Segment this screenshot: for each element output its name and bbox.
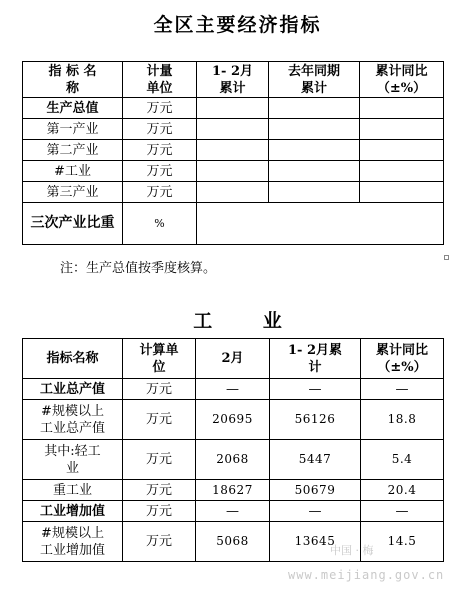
row-name: #规模以上 工业总产值 [23, 400, 123, 440]
cell-feb: 18627 [196, 480, 270, 501]
row-name: #规模以上 工业增加值 [23, 522, 123, 562]
cell-empty [360, 182, 444, 203]
cell-cumulative: 5447 [270, 440, 361, 480]
cell-feb: 5068 [196, 522, 270, 562]
table-row [23, 522, 444, 562]
cell-yoy: 14.5 [361, 522, 444, 562]
row-unit: 万元 [123, 480, 196, 501]
cell-empty [269, 140, 360, 161]
table-resize-handle [444, 255, 449, 260]
table-row [23, 182, 444, 203]
cell-cumulative: 56126 [270, 400, 361, 440]
row-name: 第二产业 [23, 140, 123, 161]
row-unit: 万元 [123, 161, 197, 182]
cell-yoy: 5.4 [361, 440, 444, 480]
row-unit: 万元 [123, 182, 197, 203]
row-name: 重工业 [23, 480, 123, 501]
row-unit: 万元 [123, 140, 197, 161]
table-row [23, 379, 444, 400]
table-row [23, 480, 444, 501]
cell-cumulative: — [270, 501, 361, 522]
row-unit: 万元 [123, 98, 197, 119]
cell-empty [269, 161, 360, 182]
table-row [23, 140, 444, 161]
cell-empty [269, 98, 360, 119]
table-row [23, 161, 444, 182]
row-unit: 万元 [123, 400, 196, 440]
table-row [23, 119, 444, 140]
economic-indicators-table [22, 61, 444, 245]
cell-cumulative: — [270, 379, 361, 400]
section1-title: 全区主要经济指标 [153, 14, 322, 36]
cell-feb: — [196, 379, 270, 400]
table-row [23, 400, 444, 440]
cell-yoy: 20.4 [361, 480, 444, 501]
row-unit: 万元 [123, 119, 197, 140]
row-unit: 万元 [123, 522, 196, 562]
header-feb: 2月 [196, 339, 270, 379]
table-row [23, 440, 444, 480]
watermark-text: 中国 · 梅 [330, 544, 374, 557]
cell-empty [360, 140, 444, 161]
cell-yoy: — [361, 501, 444, 522]
header-yoy: 累计同比 （±%） [360, 62, 444, 98]
cell-empty [197, 140, 269, 161]
cell-yoy: — [361, 379, 444, 400]
header-indicator: 指标名称 [23, 339, 123, 379]
cell-empty [197, 203, 444, 245]
table-header-row [23, 62, 444, 98]
cell-empty [197, 161, 269, 182]
header-cumulative: 1- 2月累 计 [270, 339, 361, 379]
header-cumulative: 1- 2月 累计 [197, 62, 269, 98]
footnote: 注：生产总值按季度核算。 [60, 261, 217, 276]
table-header-row [23, 339, 444, 379]
industry-table [22, 338, 444, 562]
row-name: 第三产业 [23, 182, 123, 203]
header-last-year: 去年同期 累计 [269, 62, 360, 98]
cell-cumulative: 50679 [270, 480, 361, 501]
row-unit: 万元 [123, 440, 196, 480]
cell-empty [197, 182, 269, 203]
row-name: #工业 [23, 161, 123, 182]
row-name: 三次产业比重 [23, 203, 123, 245]
row-unit: % [123, 203, 197, 245]
cell-feb: — [196, 501, 270, 522]
table-row [23, 501, 444, 522]
table-row [23, 98, 444, 119]
row-unit: 万元 [123, 501, 196, 522]
cell-feb: 20695 [196, 400, 270, 440]
section2-title: 工 业 [193, 310, 304, 332]
cell-empty [360, 119, 444, 140]
cell-empty [360, 98, 444, 119]
header-yoy: 累计同比 （±%） [361, 339, 444, 379]
row-name: 工业增加值 [23, 501, 123, 522]
cell-feb: 2068 [196, 440, 270, 480]
cell-yoy: 18.8 [361, 400, 444, 440]
header-unit: 计算单 位 [123, 339, 196, 379]
cell-empty [269, 182, 360, 203]
cell-empty [197, 98, 269, 119]
cell-empty [269, 119, 360, 140]
row-name: 第一产业 [23, 119, 123, 140]
row-unit: 万元 [123, 379, 196, 400]
cell-empty [197, 119, 269, 140]
row-name: 生产总值 [23, 98, 123, 119]
row-name: 其中:轻工 业 [23, 440, 123, 480]
row-name: 工业总产值 [23, 379, 123, 400]
cell-cumulative: 13645 [270, 522, 361, 562]
cell-empty [360, 161, 444, 182]
header-indicator: 指 标 名 称 [23, 62, 123, 98]
header-unit: 计量 单位 [123, 62, 197, 98]
watermark-url: www.meijiang.gov.cn [288, 568, 445, 582]
table-row [23, 203, 444, 245]
